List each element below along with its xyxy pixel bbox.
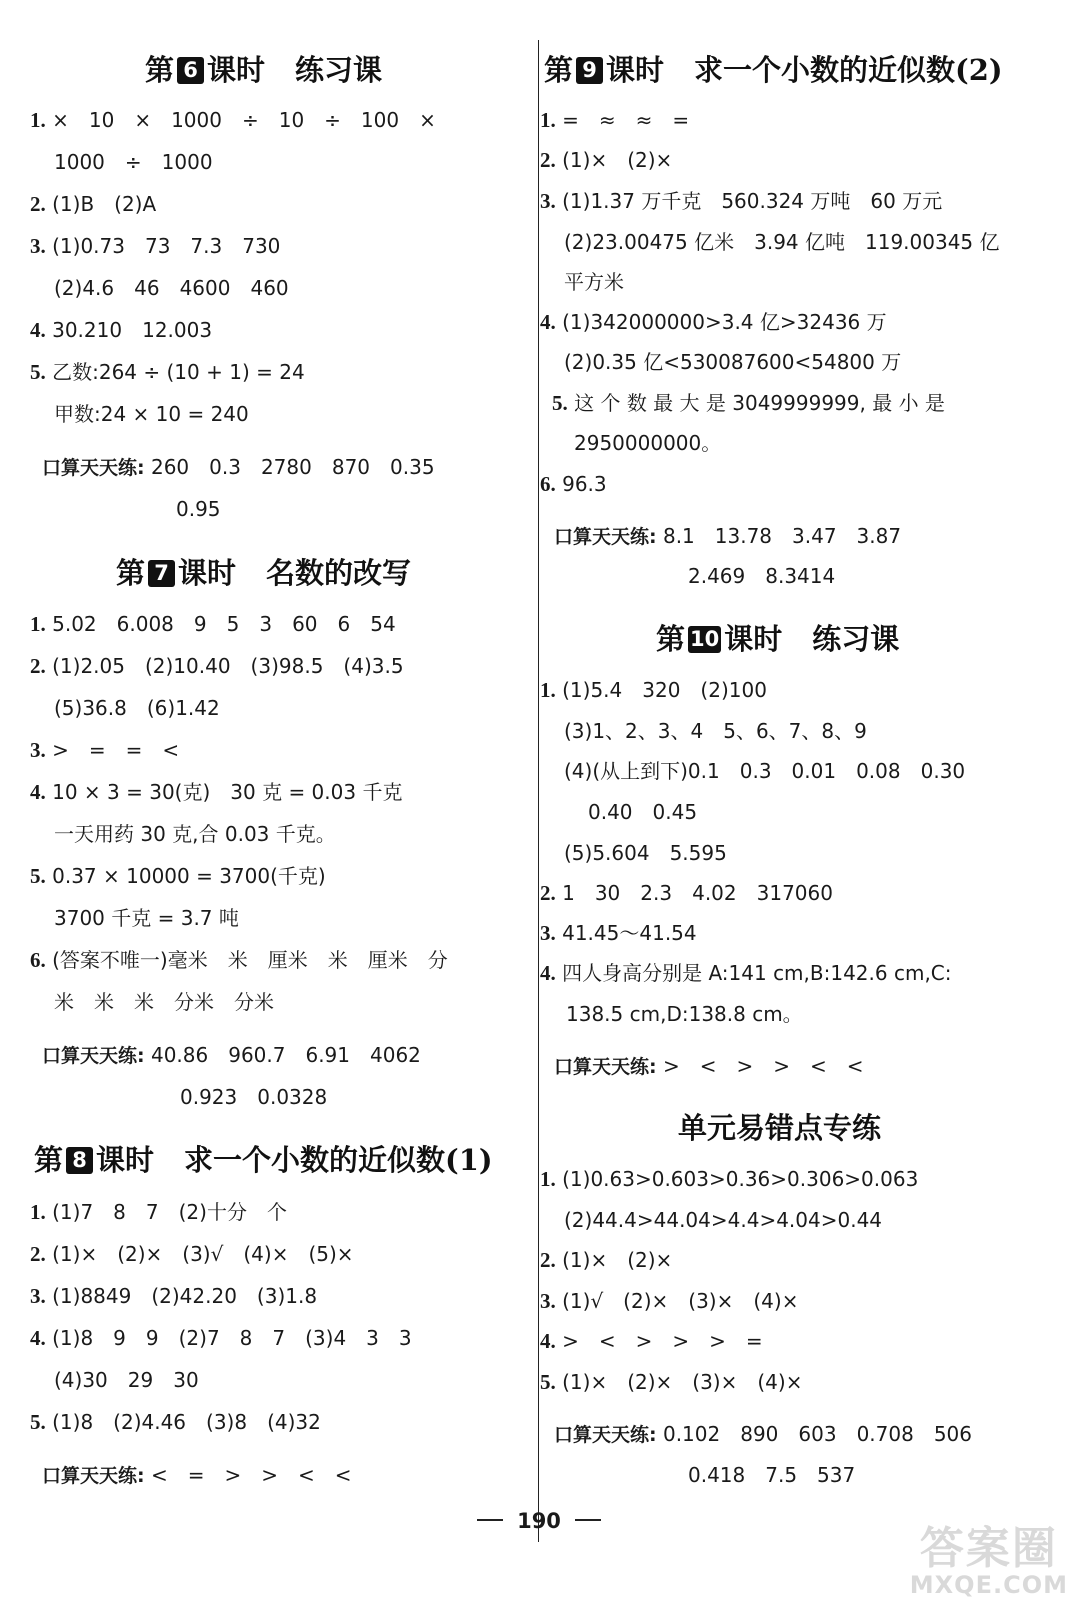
answer-text: (5)5.604 5.595 xyxy=(564,841,727,865)
question-number: 1. xyxy=(540,108,556,132)
answer-line xyxy=(30,1241,354,1267)
answer-line xyxy=(30,317,212,343)
answer-text: = ≈ ≈ = xyxy=(562,108,690,132)
kousuan-label: 口算天天练: xyxy=(554,1056,657,1078)
question-number: 2. xyxy=(540,148,556,172)
answer-text: (1)0.73 73 7.3 730 xyxy=(52,234,281,258)
section-title-lesson-8 xyxy=(34,1142,493,1178)
answer-line xyxy=(54,1367,199,1393)
lesson-number-badge: 9 xyxy=(576,57,603,84)
answer-line xyxy=(30,863,326,889)
answer-line xyxy=(54,989,274,1015)
kousuan-line xyxy=(554,523,901,550)
answer-text: (1)8849 (2)42.20 (3)1.8 xyxy=(52,1284,318,1308)
question-number: 1. xyxy=(30,108,46,132)
answer-line xyxy=(540,471,607,497)
answer-line xyxy=(552,390,945,416)
answer-line xyxy=(30,1283,317,1309)
kousuan-answers: 40.86 960.7 6.91 4062 xyxy=(150,1043,421,1067)
kousuan-label: 口算天天练: xyxy=(554,1424,657,1446)
kousuan-answers: 2.469 8.3414 xyxy=(688,564,836,588)
answer-line xyxy=(30,191,156,217)
answer-line xyxy=(540,107,689,133)
answer-text: 0.37 × 10000 = 3700(千克) xyxy=(52,864,326,888)
question-number: 3. xyxy=(540,189,556,213)
question-number: 2. xyxy=(30,192,46,216)
kousuan-line xyxy=(176,496,221,522)
question-number: 3. xyxy=(30,1284,46,1308)
section-subtitle: 练习课 xyxy=(812,622,900,656)
answer-line xyxy=(30,107,436,133)
answer-line xyxy=(540,147,672,173)
title-suffix: 课时 xyxy=(606,53,665,87)
answer-text: 1000 ÷ 1000 xyxy=(54,150,213,174)
question-number: 2. xyxy=(30,654,46,678)
section-title-lesson-7 xyxy=(116,555,411,591)
title-prefix: 第 xyxy=(656,622,686,656)
answer-line xyxy=(540,960,952,986)
kousuan-answers: 0.923 0.0328 xyxy=(180,1085,328,1109)
answer-text: 平方米 xyxy=(564,270,624,294)
answer-line xyxy=(30,1199,287,1225)
answer-line xyxy=(540,309,887,335)
answer-line xyxy=(564,1207,882,1233)
answer-line xyxy=(540,1369,802,1395)
question-number: 1. xyxy=(30,1200,46,1224)
answer-line xyxy=(564,229,1000,255)
answer-line xyxy=(564,758,965,784)
kousuan-label: 口算天天练: xyxy=(42,1045,145,1067)
answer-text: 138.5 cm,D:138.8 cm。 xyxy=(566,1002,803,1026)
kousuan-answers: < = > > < < xyxy=(150,1463,352,1487)
lesson-number-badge: 8 xyxy=(66,1147,93,1174)
answer-line xyxy=(540,677,767,703)
watermark-url: MXQE.COM xyxy=(909,1571,1068,1599)
question-number: 4. xyxy=(540,961,556,985)
question-number: 1. xyxy=(540,1167,556,1191)
section-title-unit-practice xyxy=(678,1110,881,1146)
answer-text: (4)(从上到下)0.1 0.3 0.01 0.08 0.30 xyxy=(564,759,966,783)
answer-text: (2)0.35 亿<530087600<54800 万 xyxy=(564,350,902,374)
answer-text: 乙数:264 ÷ (10 + 1) = 24 xyxy=(52,360,305,384)
answer-text: (1)B (2)A xyxy=(52,192,157,216)
title-prefix: 第 xyxy=(116,556,146,590)
title-suffix: 课时 xyxy=(724,622,783,656)
answer-line xyxy=(30,779,402,805)
answer-line xyxy=(54,905,239,931)
kousuan-answers: 0.102 890 603 0.708 506 xyxy=(662,1422,973,1446)
question-number: 3. xyxy=(540,1289,556,1313)
answer-line xyxy=(540,1247,672,1273)
answer-text: (2)4.6 46 4600 460 xyxy=(54,276,289,300)
question-number: 6. xyxy=(30,948,46,972)
kousuan-answers: > < > > < < xyxy=(662,1054,864,1078)
section-subtitle: 求一个小数的近似数(2) xyxy=(694,53,1003,87)
question-number: 1. xyxy=(540,678,556,702)
answer-line xyxy=(54,821,336,847)
dash-left xyxy=(477,1519,503,1521)
question-number: 4. xyxy=(30,318,46,342)
answer-text: 甲数:24 × 10 = 240 xyxy=(54,402,249,426)
section-subtitle: 练习课 xyxy=(295,53,383,87)
page-number-text: 190 xyxy=(517,1509,561,1533)
question-number: 5. xyxy=(552,391,568,415)
answer-line xyxy=(540,1166,918,1192)
kousuan-label: 口算天天练: xyxy=(554,526,657,548)
answer-text: 96.3 xyxy=(562,472,607,496)
watermark-title: 答案圈 xyxy=(919,1523,1058,1574)
question-number: 3. xyxy=(30,738,46,762)
answer-text: 0.40 0.45 xyxy=(588,800,698,824)
answer-line xyxy=(564,349,901,375)
answer-text: (1)7 8 7 (2)十分 个 xyxy=(52,1200,287,1224)
answer-line xyxy=(54,149,213,175)
section-title-lesson-10 xyxy=(656,621,899,657)
answer-text: (1)× (2)× xyxy=(562,148,673,172)
answer-line xyxy=(540,1288,798,1314)
kousuan-line xyxy=(180,1084,327,1110)
answer-text: (3)1、2、3、4 5、6、7、8、9 xyxy=(564,719,867,743)
answer-text: (1)× (2)× xyxy=(562,1248,673,1272)
answer-line xyxy=(30,359,305,385)
answer-line xyxy=(30,611,396,637)
answer-line xyxy=(540,920,697,946)
answer-text: (1)8 9 9 (2)7 8 7 (3)4 3 3 xyxy=(52,1326,412,1350)
answer-text: 41.45～41.54 xyxy=(562,921,697,945)
question-number: 3. xyxy=(540,921,556,945)
kousuan-label: 口算天天练: xyxy=(42,457,145,479)
answer-text: 2950000000。 xyxy=(574,431,722,455)
answer-line xyxy=(30,737,179,763)
answer-text: × 10 × 1000 ÷ 10 ÷ 100 × xyxy=(52,108,436,132)
question-number: 5. xyxy=(30,360,46,384)
answer-text: 四人身高分别是 A:141 cm,B:142.6 cm,C: xyxy=(562,961,952,985)
answer-text: 一天用药 30 克,合 0.03 千克。 xyxy=(54,822,336,846)
question-number: 1. xyxy=(30,612,46,636)
section-subtitle: 单元易错点专练 xyxy=(678,1111,882,1145)
question-number: 2. xyxy=(540,1248,556,1272)
title-suffix: 课时 xyxy=(178,556,237,590)
answer-text: (1)× (2)× (3)× (4)× xyxy=(562,1370,803,1394)
answer-text: 3700 千克 = 3.7 吨 xyxy=(54,906,239,930)
lesson-number-badge: 10 xyxy=(690,627,720,651)
question-number: 4. xyxy=(30,780,46,804)
lesson-number-badge: 7 xyxy=(148,560,175,587)
answer-text: 这 个 数 最 大 是 3049999999, 最 小 是 xyxy=(574,391,945,415)
answer-line xyxy=(588,799,697,825)
answer-line xyxy=(30,653,404,679)
answer-text: (2)23.00475 亿米 3.94 亿吨 119.00345 亿 xyxy=(564,230,1000,254)
answer-text: (1)342000000>3.4 亿>32436 万 xyxy=(562,310,887,334)
section-subtitle: 求一个小数的近似数(1) xyxy=(184,1143,493,1177)
kousuan-line xyxy=(688,563,835,589)
answer-line xyxy=(30,233,280,259)
answer-line xyxy=(30,1325,412,1351)
answer-text: (1)5.4 320 (2)100 xyxy=(562,678,767,702)
answer-text: 1 30 2.3 4.02 317060 xyxy=(562,881,833,905)
question-number: 4. xyxy=(540,1329,556,1353)
answer-line xyxy=(54,401,249,427)
kousuan-line xyxy=(42,1042,421,1069)
kousuan-answers: 0.95 xyxy=(176,497,221,521)
question-number: 3. xyxy=(30,234,46,258)
question-number: 4. xyxy=(30,1326,46,1350)
answer-text: (1)√ (2)× (3)× (4)× xyxy=(562,1289,799,1313)
answer-text: (1)0.63>0.603>0.36>0.306>0.063 xyxy=(562,1167,919,1191)
question-number: 6. xyxy=(540,472,556,496)
answer-line xyxy=(54,275,289,301)
answer-line xyxy=(566,1001,803,1027)
answer-line xyxy=(30,947,448,973)
answer-text: (1)1.37 万千克 560.324 万吨 60 万元 xyxy=(562,189,943,213)
section-title-lesson-9 xyxy=(544,52,1003,88)
answer-text: (答案不唯一)毫米 米 厘米 米 厘米 分 xyxy=(52,948,448,972)
title-prefix: 第 xyxy=(34,1143,64,1177)
column-divider xyxy=(538,40,539,1542)
question-number: 4. xyxy=(540,310,556,334)
dash-right xyxy=(575,1519,601,1521)
question-number: 2. xyxy=(30,1242,46,1266)
answer-text: (1)2.05 (2)10.40 (3)98.5 (4)3.5 xyxy=(52,654,404,678)
answer-text: 米 米 米 分米 分米 xyxy=(54,990,274,1014)
kousuan-line xyxy=(554,1053,864,1080)
kousuan-line xyxy=(42,454,435,481)
kousuan-line xyxy=(688,1462,855,1488)
question-number: 5. xyxy=(540,1370,556,1394)
kousuan-line xyxy=(554,1421,972,1448)
answer-text: 10 × 3 = 30(克) 30 克 = 0.03 千克 xyxy=(52,780,403,804)
question-number: 2. xyxy=(540,881,556,905)
lesson-number-badge: 6 xyxy=(177,57,204,84)
answer-text: (2)44.4>44.04>4.4>4.04>0.44 xyxy=(564,1208,883,1232)
question-number: 5. xyxy=(30,1410,46,1434)
answer-line xyxy=(540,188,942,214)
section-title-lesson-6 xyxy=(145,52,382,88)
watermark-logo xyxy=(909,1523,1068,1599)
answer-text: (1)8 (2)4.46 (3)8 (4)32 xyxy=(52,1410,321,1434)
answer-text: > = = < xyxy=(52,738,180,762)
kousuan-answers: 0.418 7.5 537 xyxy=(688,1463,856,1487)
kousuan-answers: 260 0.3 2780 870 0.35 xyxy=(150,455,435,479)
answer-line xyxy=(564,718,867,744)
title-prefix: 第 xyxy=(145,53,175,87)
answer-text: 5.02 6.008 9 5 3 60 6 54 xyxy=(52,612,396,636)
answer-text: 30.210 12.003 xyxy=(52,318,213,342)
answer-line xyxy=(564,840,727,866)
section-subtitle: 名数的改写 xyxy=(266,556,412,590)
answer-text: (1)× (2)× (3)√ (4)× (5)× xyxy=(52,1242,354,1266)
kousuan-answers: 8.1 13.78 3.47 3.87 xyxy=(662,524,902,548)
question-number: 5. xyxy=(30,864,46,888)
title-suffix: 课时 xyxy=(96,1143,155,1177)
answer-line xyxy=(564,269,624,295)
answer-line xyxy=(54,695,220,721)
answer-text: > < > > > = xyxy=(562,1329,763,1353)
answer-text: (4)30 29 30 xyxy=(54,1368,199,1392)
answer-line xyxy=(540,880,833,906)
answer-line xyxy=(574,430,721,456)
answer-line xyxy=(30,1409,321,1435)
title-prefix: 第 xyxy=(544,53,574,87)
answer-line xyxy=(540,1328,763,1354)
kousuan-label: 口算天天练: xyxy=(42,1465,145,1487)
answer-text: (5)36.8 (6)1.42 xyxy=(54,696,220,720)
kousuan-line xyxy=(42,1462,352,1489)
title-suffix: 课时 xyxy=(207,53,266,87)
